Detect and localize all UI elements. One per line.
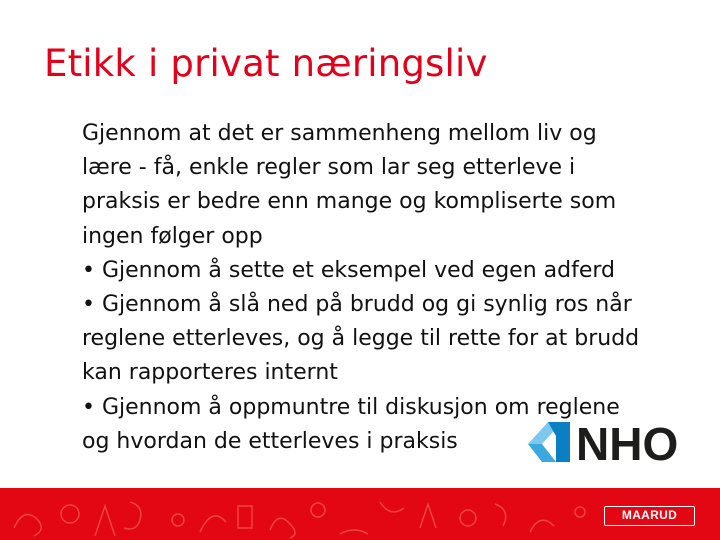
body-line: Gjennom at det er sammenheng mellom liv og [82,121,597,146]
body-line: ingen følger opp [82,223,263,249]
body-line: og hvordan de etterleves i praksis [82,428,458,454]
body-line: reglene etterleves, og å legge til rette for at brudd [82,326,640,352]
nho-logo-text: NHO [576,418,679,468]
maarud-logo: MAARUD [604,506,695,526]
bullet-line: • Gjennom å oppmuntre til diskusjon om reglene [82,394,620,420]
body-line: lære - få, enkle regler som lar seg etterleve i [82,155,576,181]
body-text [82,117,682,459]
body-line: kan rapporteres internt [82,360,338,386]
nho-logo [524,414,702,468]
slide-title: Etikk i privat næringsliv [44,42,488,85]
nho-wing-icon [528,422,570,462]
bullet-line: • Gjennom å sette et eksempel ved egen adferd [82,257,615,283]
body-line: praksis er bedre enn mange og kompliserte som [82,189,617,215]
bullet-line: • Gjennom å slå ned på brudd og gi synlig ros når [82,292,632,318]
